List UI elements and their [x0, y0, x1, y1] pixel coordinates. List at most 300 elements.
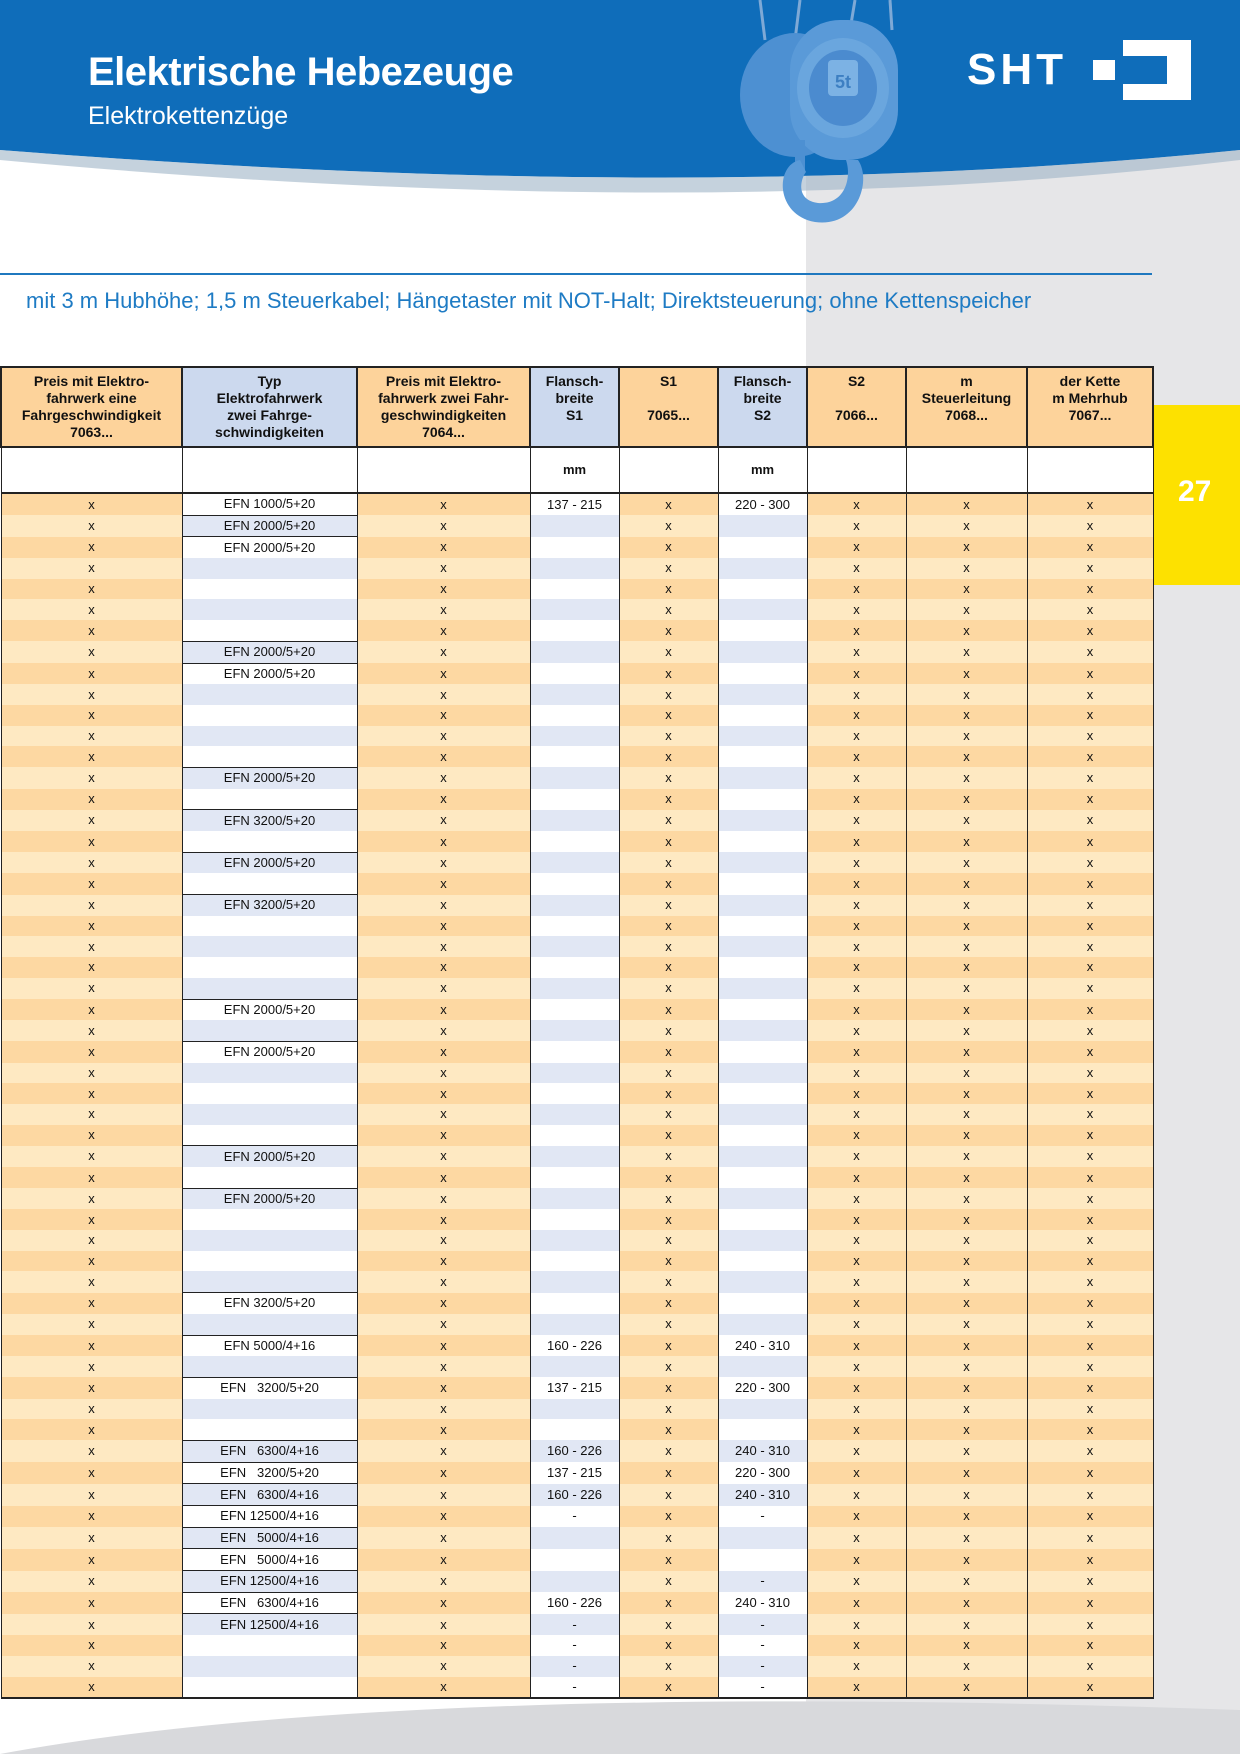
table-cell: 240 - 310: [718, 1440, 807, 1462]
table-cell: x: [906, 810, 1027, 831]
table-cell: x: [807, 515, 906, 537]
table-cell: [182, 978, 357, 999]
table-cell: x: [1, 1314, 182, 1335]
table-row: [1, 1314, 1153, 1335]
table-cell: [182, 1125, 357, 1146]
table-cell: [530, 1188, 619, 1209]
table-cell: [718, 1419, 807, 1440]
table-row: [1, 1063, 1153, 1084]
table-cell: x: [906, 852, 1027, 873]
table-cell: [182, 726, 357, 747]
table-cell: x: [1, 1063, 182, 1084]
table-cell: x: [1, 1271, 182, 1292]
table-cell: x: [906, 957, 1027, 978]
table-cell: x: [1027, 1635, 1153, 1656]
table-cell: x: [1, 1293, 182, 1314]
table-row: [1, 726, 1153, 747]
table-cell: EFN 6300/4+16: [182, 1592, 357, 1614]
table-cell: EFN 2000/5+20: [182, 663, 357, 684]
table-cell: x: [906, 1063, 1027, 1084]
column-header-line: Steuerleitung: [921, 390, 1012, 406]
table-cell: [718, 978, 807, 999]
column-header: [1027, 367, 1153, 447]
table-cell: [530, 1571, 619, 1593]
table-cell: x: [1027, 1335, 1153, 1356]
unit-cell: [182, 447, 357, 493]
table-cell: x: [619, 493, 718, 515]
table-cell: x: [1, 1399, 182, 1420]
table-cell: [530, 873, 619, 894]
column-header-line: Preis mit Elektro-: [33, 373, 150, 389]
table-cell: x: [807, 1167, 906, 1188]
table-row: [1, 1356, 1153, 1377]
table-row: [1, 1230, 1153, 1251]
table-cell: x: [906, 1656, 1027, 1677]
column-header-line: 7064...: [422, 424, 465, 440]
table-cell: x: [1, 1146, 182, 1167]
table-cell: x: [807, 1314, 906, 1335]
table-cell: 220 - 300: [718, 493, 807, 515]
table-cell: x: [619, 999, 718, 1020]
column-header-line: schwindigkeiten: [215, 424, 324, 440]
table-cell: x: [906, 1230, 1027, 1251]
table-cell: [530, 1104, 619, 1125]
table-cell: x: [807, 1614, 906, 1635]
table-cell: x: [906, 767, 1027, 788]
table-cell: x: [807, 1571, 906, 1593]
unit-cell: [1, 447, 182, 493]
table-cell: x: [1027, 620, 1153, 641]
table-cell: [182, 558, 357, 579]
table-cell: x: [906, 831, 1027, 852]
table-cell: x: [807, 537, 906, 558]
column-header-line: [810, 390, 903, 407]
table-cell: x: [357, 1209, 530, 1230]
table-cell: [530, 978, 619, 999]
table-cell: [718, 599, 807, 620]
table-cell: x: [619, 1356, 718, 1377]
column-header-line: zwei Fahrge-: [227, 407, 312, 423]
table-cell: x: [1027, 558, 1153, 579]
table-cell: x: [807, 579, 906, 600]
table-row: [1, 1188, 1153, 1209]
table-cell: x: [357, 1356, 530, 1377]
table-cell: EFN 2000/5+20: [182, 1188, 357, 1209]
table-cell: x: [1027, 916, 1153, 937]
table-cell: x: [1027, 1440, 1153, 1462]
table-cell: x: [357, 810, 530, 831]
table-cell: x: [619, 663, 718, 684]
table-cell: x: [1, 1356, 182, 1377]
table-cell: x: [1027, 895, 1153, 916]
table-cell: [182, 1104, 357, 1125]
table-cell: x: [906, 999, 1027, 1020]
table-cell: [718, 746, 807, 767]
column-header-line: [622, 390, 715, 407]
table-cell: x: [1027, 1020, 1153, 1041]
table-cell: x: [807, 1271, 906, 1292]
table-cell: [530, 537, 619, 558]
table-cell: x: [906, 579, 1027, 600]
column-header-line: m: [960, 373, 973, 389]
table-cell: x: [906, 789, 1027, 810]
table-cell: x: [807, 957, 906, 978]
table-cell: x: [357, 705, 530, 726]
table-cell: x: [807, 1440, 906, 1462]
column-header-line: [1030, 424, 1150, 441]
table-cell: x: [807, 620, 906, 641]
table-cell: [718, 1063, 807, 1084]
table-cell: x: [1027, 1063, 1153, 1084]
table-cell: [530, 789, 619, 810]
table-cell: [530, 663, 619, 684]
table-cell: x: [1, 1377, 182, 1398]
table-cell: x: [807, 1188, 906, 1209]
table-cell: x: [357, 1167, 530, 1188]
table-cell: x: [357, 1677, 530, 1699]
table-cell: [718, 810, 807, 831]
table-cell: x: [1027, 1484, 1153, 1506]
table-cell: [182, 599, 357, 620]
table-row: [1, 1549, 1153, 1571]
table-cell: x: [619, 1063, 718, 1084]
table-cell: [530, 1399, 619, 1420]
table-cell: [182, 620, 357, 641]
table-cell: [718, 767, 807, 788]
column-header-line: fahrwerk eine: [46, 390, 137, 406]
table-cell: EFN 2000/5+20: [182, 537, 357, 558]
table-cell: x: [357, 620, 530, 641]
table-row: [1, 663, 1153, 684]
table-cell: x: [807, 1635, 906, 1656]
table-row: [1, 810, 1153, 831]
table-cell: x: [357, 1104, 530, 1125]
table-cell: [530, 1020, 619, 1041]
table-cell: x: [357, 1484, 530, 1506]
table-cell: x: [1, 493, 182, 515]
table-cell: x: [1, 1614, 182, 1635]
table-row: [1, 1209, 1153, 1230]
table-cell: x: [906, 1377, 1027, 1398]
table-row: [1, 957, 1153, 978]
table-cell: x: [619, 1146, 718, 1167]
table-cell: x: [619, 599, 718, 620]
table-cell: [718, 1146, 807, 1167]
table-cell: x: [807, 1251, 906, 1272]
table-cell: x: [807, 1677, 906, 1699]
table-cell: x: [619, 579, 718, 600]
table-cell: x: [619, 705, 718, 726]
table-row: [1, 1146, 1153, 1167]
table-cell: x: [807, 936, 906, 957]
table-cell: [718, 789, 807, 810]
table-cell: x: [807, 999, 906, 1020]
unit-cell: [1027, 447, 1153, 493]
table-cell: [182, 579, 357, 600]
table-cell: x: [906, 1104, 1027, 1125]
table-cell: x: [357, 1188, 530, 1209]
table-cell: x: [906, 493, 1027, 515]
table-cell: -: [718, 1656, 807, 1677]
table-cell: x: [807, 1656, 906, 1677]
table-cell: [718, 579, 807, 600]
table-row: [1, 1635, 1153, 1656]
table-cell: x: [906, 916, 1027, 937]
table-cell: x: [807, 1293, 906, 1314]
table-cell: [182, 1314, 357, 1335]
table-cell: [182, 1083, 357, 1104]
page-subtitle: Elektrokettenzüge: [88, 102, 289, 130]
table-cell: x: [1027, 1506, 1153, 1528]
table-cell: [530, 558, 619, 579]
table-cell: [182, 1020, 357, 1041]
table-cell: EFN 2000/5+20: [182, 1041, 357, 1062]
table-cell: x: [1027, 493, 1153, 515]
table-cell: [530, 641, 619, 663]
table-cell: x: [619, 1549, 718, 1571]
table-cell: x: [807, 641, 906, 663]
table-cell: x: [619, 537, 718, 558]
table-row: [1, 641, 1153, 663]
table-cell: -: [718, 1571, 807, 1593]
table-row: [1, 1271, 1153, 1292]
sht-logo: [967, 38, 1192, 102]
table-cell: x: [807, 493, 906, 515]
column-header-line: 7063...: [70, 424, 113, 440]
table-cell: x: [1027, 1571, 1153, 1593]
column-header-line: Fahrgeschwindigkeit: [21, 407, 162, 423]
table-row: [1, 493, 1153, 515]
table-cell: x: [906, 1146, 1027, 1167]
table-cell: [718, 852, 807, 873]
table-cell: x: [619, 1188, 718, 1209]
table-cell: [530, 1419, 619, 1440]
table-cell: -: [718, 1635, 807, 1656]
table-cell: [718, 916, 807, 937]
table-cell: x: [1027, 1462, 1153, 1484]
table-row: [1, 1484, 1153, 1506]
table-cell: x: [1, 936, 182, 957]
table-cell: [182, 873, 357, 894]
table-cell: x: [357, 1377, 530, 1398]
table-cell: -: [718, 1677, 807, 1699]
column-header-line: S1: [565, 407, 584, 423]
table-cell: x: [619, 1484, 718, 1506]
table-cell: x: [619, 957, 718, 978]
table-cell: [182, 936, 357, 957]
table-cell: x: [807, 1377, 906, 1398]
column-header: [1, 367, 182, 447]
table-cell: x: [1, 641, 182, 663]
table-cell: -: [718, 1614, 807, 1635]
table-cell: x: [906, 1399, 1027, 1420]
table-row: [1, 1335, 1153, 1356]
table-cell: 137 - 215: [530, 1462, 619, 1484]
table-cell: x: [906, 663, 1027, 684]
table-cell: x: [1027, 873, 1153, 894]
page-header: [0, 0, 1240, 230]
table-cell: x: [906, 1527, 1027, 1549]
table-cell: [530, 767, 619, 788]
table-cell: x: [906, 936, 1027, 957]
table-cell: x: [357, 1440, 530, 1462]
table-cell: [530, 726, 619, 747]
table-cell: [530, 957, 619, 978]
table-cell: 160 - 226: [530, 1335, 619, 1356]
table-cell: -: [530, 1506, 619, 1528]
table-cell: x: [357, 1125, 530, 1146]
table-cell: x: [1, 810, 182, 831]
table-cell: x: [906, 726, 1027, 747]
table-row: [1, 789, 1153, 810]
table-cell: x: [906, 1083, 1027, 1104]
table-cell: -: [530, 1677, 619, 1699]
column-header-line: breite: [555, 390, 594, 406]
table-cell: [182, 746, 357, 767]
table-cell: [718, 1188, 807, 1209]
table-cell: x: [906, 684, 1027, 705]
table-cell: EFN 12500/4+16: [182, 1571, 357, 1593]
table-cell: x: [357, 1271, 530, 1292]
table-cell: x: [807, 1125, 906, 1146]
table-cell: x: [1027, 852, 1153, 873]
table-cell: x: [357, 1592, 530, 1614]
table-cell: x: [357, 641, 530, 663]
table-cell: x: [1, 1230, 182, 1251]
table-cell: x: [619, 558, 718, 579]
table-cell: x: [1, 1419, 182, 1440]
table-cell: [718, 1549, 807, 1571]
table-cell: x: [1027, 641, 1153, 663]
table-cell: [182, 1167, 357, 1188]
table-cell: -: [530, 1635, 619, 1656]
table-cell: x: [1027, 1271, 1153, 1292]
table-row: [1, 1399, 1153, 1420]
table-cell: [530, 1083, 619, 1104]
table-cell: [182, 1419, 357, 1440]
table-cell: EFN 12500/4+16: [182, 1506, 357, 1528]
table-cell: [718, 1167, 807, 1188]
page-number-tab: [1152, 405, 1240, 585]
table-cell: x: [1, 852, 182, 873]
table-cell: x: [1, 831, 182, 852]
table-cell: x: [357, 895, 530, 916]
column-header-line: geschwindigkeiten: [380, 407, 507, 423]
table-cell: [718, 1251, 807, 1272]
table-cell: x: [807, 1335, 906, 1356]
table-cell: x: [807, 895, 906, 916]
table-cell: [718, 831, 807, 852]
table-cell: [718, 705, 807, 726]
table-cell: [182, 789, 357, 810]
table-row: [1, 978, 1153, 999]
table-cell: x: [357, 579, 530, 600]
table-row: [1, 767, 1153, 788]
table-cell: x: [1027, 705, 1153, 726]
table-cell: x: [1, 558, 182, 579]
table-cell: x: [807, 558, 906, 579]
table-cell: x: [357, 1635, 530, 1656]
table-cell: x: [619, 1677, 718, 1699]
table-cell: x: [906, 599, 1027, 620]
table-cell: x: [357, 1063, 530, 1084]
table-cell: x: [1027, 810, 1153, 831]
table-row: [1, 936, 1153, 957]
table-cell: x: [1, 1506, 182, 1528]
table-cell: x: [619, 620, 718, 641]
column-header-line: Typ: [257, 373, 282, 389]
table-cell: x: [807, 1063, 906, 1084]
table-row: [1, 599, 1153, 620]
table-cell: x: [807, 1462, 906, 1484]
table-cell: x: [619, 1125, 718, 1146]
table-cell: [530, 684, 619, 705]
table-cell: x: [807, 1549, 906, 1571]
table-cell: x: [1027, 1399, 1153, 1420]
table-cell: x: [357, 1656, 530, 1677]
table-cell: x: [1, 1635, 182, 1656]
table-cell: x: [1027, 1104, 1153, 1125]
table-cell: x: [807, 726, 906, 747]
table-cell: x: [807, 810, 906, 831]
table-cell: x: [906, 1335, 1027, 1356]
table-cell: x: [906, 1484, 1027, 1506]
table-cell: [530, 1209, 619, 1230]
table-cell: x: [906, 1440, 1027, 1462]
table-cell: [718, 1271, 807, 1292]
table-cell: [718, 957, 807, 978]
table-cell: x: [357, 1293, 530, 1314]
table-cell: x: [1027, 1125, 1153, 1146]
table-cell: [530, 1527, 619, 1549]
table-cell: x: [357, 789, 530, 810]
table-cell: EFN 5000/4+16: [182, 1527, 357, 1549]
table-row: [1, 579, 1153, 600]
table-cell: x: [357, 663, 530, 684]
table-cell: [530, 1146, 619, 1167]
table-row: [1, 1377, 1153, 1398]
table-cell: x: [1, 684, 182, 705]
table-cell: x: [906, 1251, 1027, 1272]
table-cell: x: [1027, 1167, 1153, 1188]
table-cell: x: [1, 1484, 182, 1506]
column-header-line: [622, 424, 715, 441]
table-cell: x: [1, 1677, 182, 1699]
table-cell: [530, 1293, 619, 1314]
table-cell: [530, 1041, 619, 1062]
table-row: [1, 999, 1153, 1020]
table-cell: [718, 873, 807, 894]
column-header-line: Flansch-: [733, 373, 792, 389]
table-cell: [718, 558, 807, 579]
table-row: [1, 1419, 1153, 1440]
table-row: [1, 1462, 1153, 1484]
table-cell: [530, 579, 619, 600]
table-cell: x: [807, 852, 906, 873]
table-row: [1, 1293, 1153, 1314]
table-cell: x: [906, 705, 1027, 726]
column-header-line: der Kette: [1059, 373, 1121, 389]
table-cell: x: [1027, 1356, 1153, 1377]
table-cell: EFN 3200/5+20: [182, 1462, 357, 1484]
table-cell: x: [1, 1125, 182, 1146]
column-header-line: [909, 424, 1024, 441]
table-cell: 220 - 300: [718, 1462, 807, 1484]
table-cell: x: [1, 1592, 182, 1614]
table-cell: x: [1, 895, 182, 916]
table-cell: [530, 852, 619, 873]
table-cell: x: [1027, 663, 1153, 684]
